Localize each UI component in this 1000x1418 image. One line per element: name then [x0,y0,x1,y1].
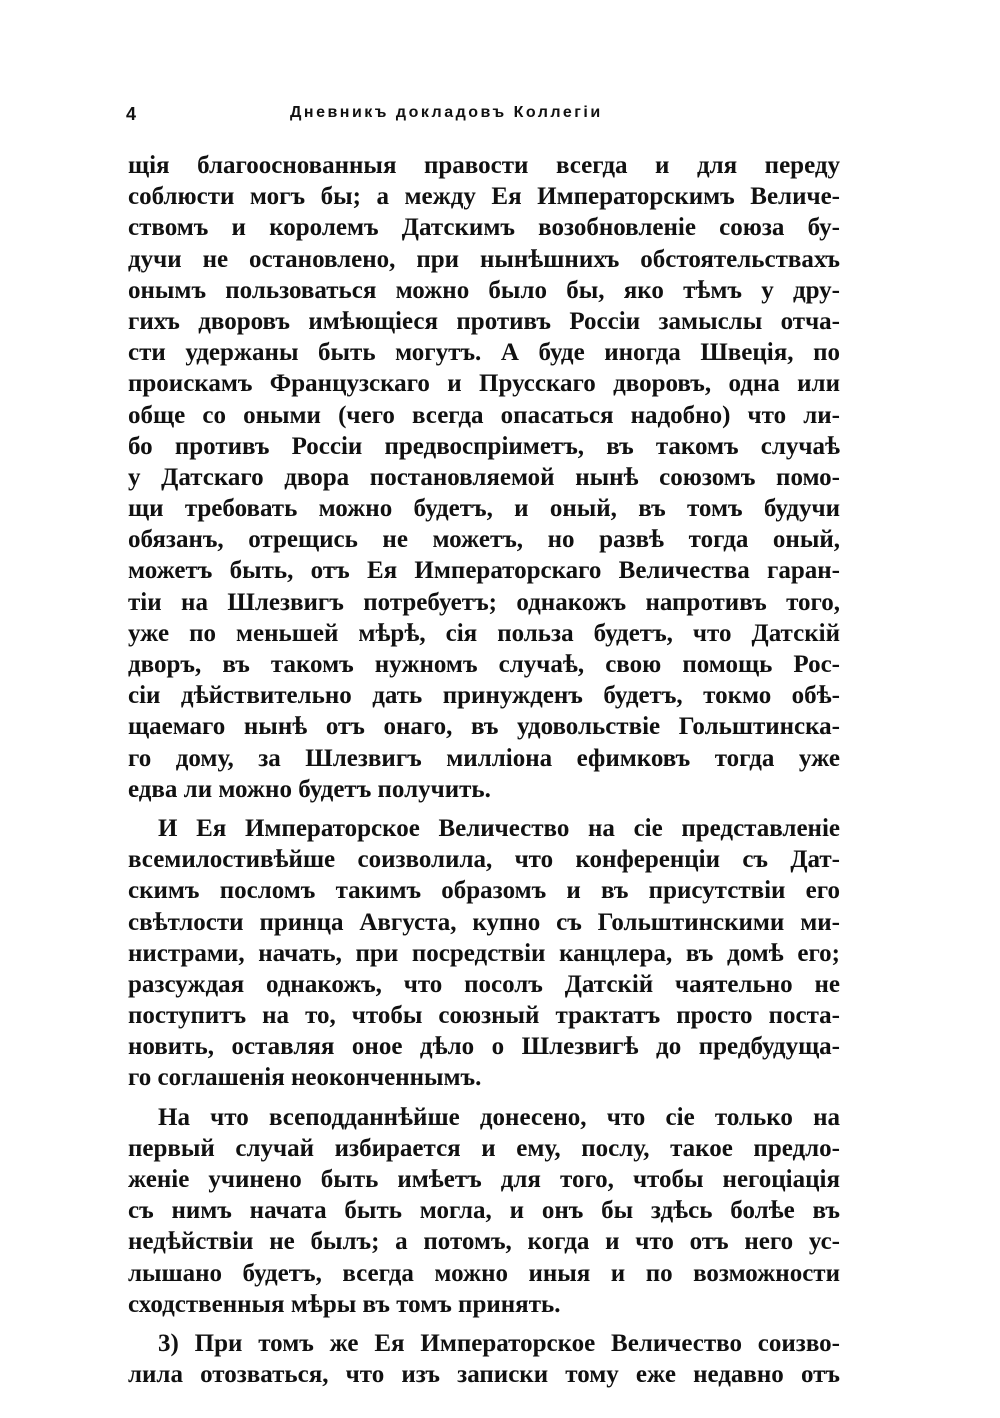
text-line: щаемаго нынѣ отъ онаго, въ удовольствіе Гольштинска- [128,713,840,741]
text-line: всемилостивѣйше соизволила, что конференціи съ Дат- [128,846,840,874]
text-line: тіи на Шлезвигъ потребуетъ; однакожъ напротивъ того, [128,588,840,616]
text-line: ствомъ и королемъ Датскимъ возобновленіе союза бу- [128,214,840,242]
page-number: 4 [126,104,137,124]
text-line: можетъ быть, отъ Ея Императорскаго Величества гаран- [128,557,840,585]
text-line: 3) При томъ же Ея Императорское Величество соизво- [158,1329,840,1357]
text-line: недѣйствіи не былъ; а потомъ, когда и что отъ него ус- [128,1228,840,1256]
text-line: щи требовать можно будетъ, и оный, въ томъ будучи [128,495,840,523]
text-line: свѣтлости принца Августа, купно съ Гольштинскими ми- [128,908,840,936]
text-line: уже по меньшей мѣрѣ, сія польза будетъ, что Датскій [128,619,840,647]
text-line: у Датскаго двора постановляемой нынѣ союзомъ помо- [128,463,840,491]
body-text [128,150,840,1390]
text-line: сти удержаны быть могутъ. А буде иногда Швеція, по [128,339,840,367]
text-line: обязанъ, отрещись не можетъ, но развѣ тогда оный, [128,526,840,554]
text-line: обще со оными (чего всегда опасаться надобно) что ли- [128,401,840,429]
paragraph [128,150,840,805]
text-line: лышано будетъ, всегда можно иныя и по возможности [128,1259,840,1287]
text-line: нистрами, начать, при посредствіи канцлера, въ домѣ его; [128,939,840,967]
running-title: Дневникъ докладовъ Коллегіи [290,104,603,121]
text-line: щія благооснованныя правости всегда и для переду [128,152,840,179]
text-line: поступитъ на то, чтобы союзный трактатъ просто поста- [128,1002,840,1030]
text-line: скимъ посломъ такимъ образомъ и въ присутствіи его [128,877,840,905]
text-line: гихъ дворовъ имѣющіеся противъ Россіи замыслы отча- [128,307,840,335]
text-line: едва ли можно будетъ получить. [128,775,491,803]
text-line: дучи не остановлено, при нынѣшнихъ обстоятельствахъ [128,245,840,273]
text-line: проискамъ Французскаго и Прусскаго дворовъ, одна или [128,370,840,398]
text-line: съ нимъ начата быть могла, и онъ бы здѣсь болѣе въ [128,1197,840,1225]
text-line: го дому, за Шлезвигъ милліона ефимковъ тогда уже [128,744,840,772]
text-line: го соглашенія неоконченнымъ. [128,1064,482,1092]
text-line: На что всеподданнѣйше донесено, что сіе только на [158,1103,840,1131]
text-line: онымъ пользоваться можно было бы, яко тѣмъ у дру- [128,276,840,304]
text-line: сіи дѣйствительно дать принужденъ будетъ, токмо обѣ- [128,682,840,710]
text-line: женіе учинено быть имѣетъ для того, чтобы негоціація [128,1166,840,1193]
text-line: сходственныя мѣры въ томъ принять. [128,1290,561,1318]
text-line: разсуждая однакожъ, что посолъ Датскій чаятельно не [128,970,840,998]
paragraph [128,813,840,1094]
paragraph [128,1328,840,1390]
text-line: первый случай избирается и ему, послу, такое предло- [128,1134,840,1162]
paragraph [128,1102,840,1320]
paragraph-gap [128,1320,840,1328]
running-head [122,104,840,128]
text-line: И Ея Императорское Величество на сіе представленіе [158,814,840,842]
text-line: новить, оставляя оное дѣло о Шлезвигѣ до предбудуща- [128,1033,840,1061]
text-line: лила отозваться, что изъ записки тому еже недавно отъ [128,1361,840,1389]
text-line: бо противъ Россіи предвоспріиметъ, въ такомъ случаѣ [128,432,840,460]
text-line: соблюсти могъ бы; а между Ея Императорскимъ Величе- [128,183,840,211]
paragraph-gap [128,805,840,813]
text-line: дворъ, въ такомъ нужномъ случаѣ, свою помощь Рос- [128,651,840,678]
paragraph-gap [128,1094,840,1102]
